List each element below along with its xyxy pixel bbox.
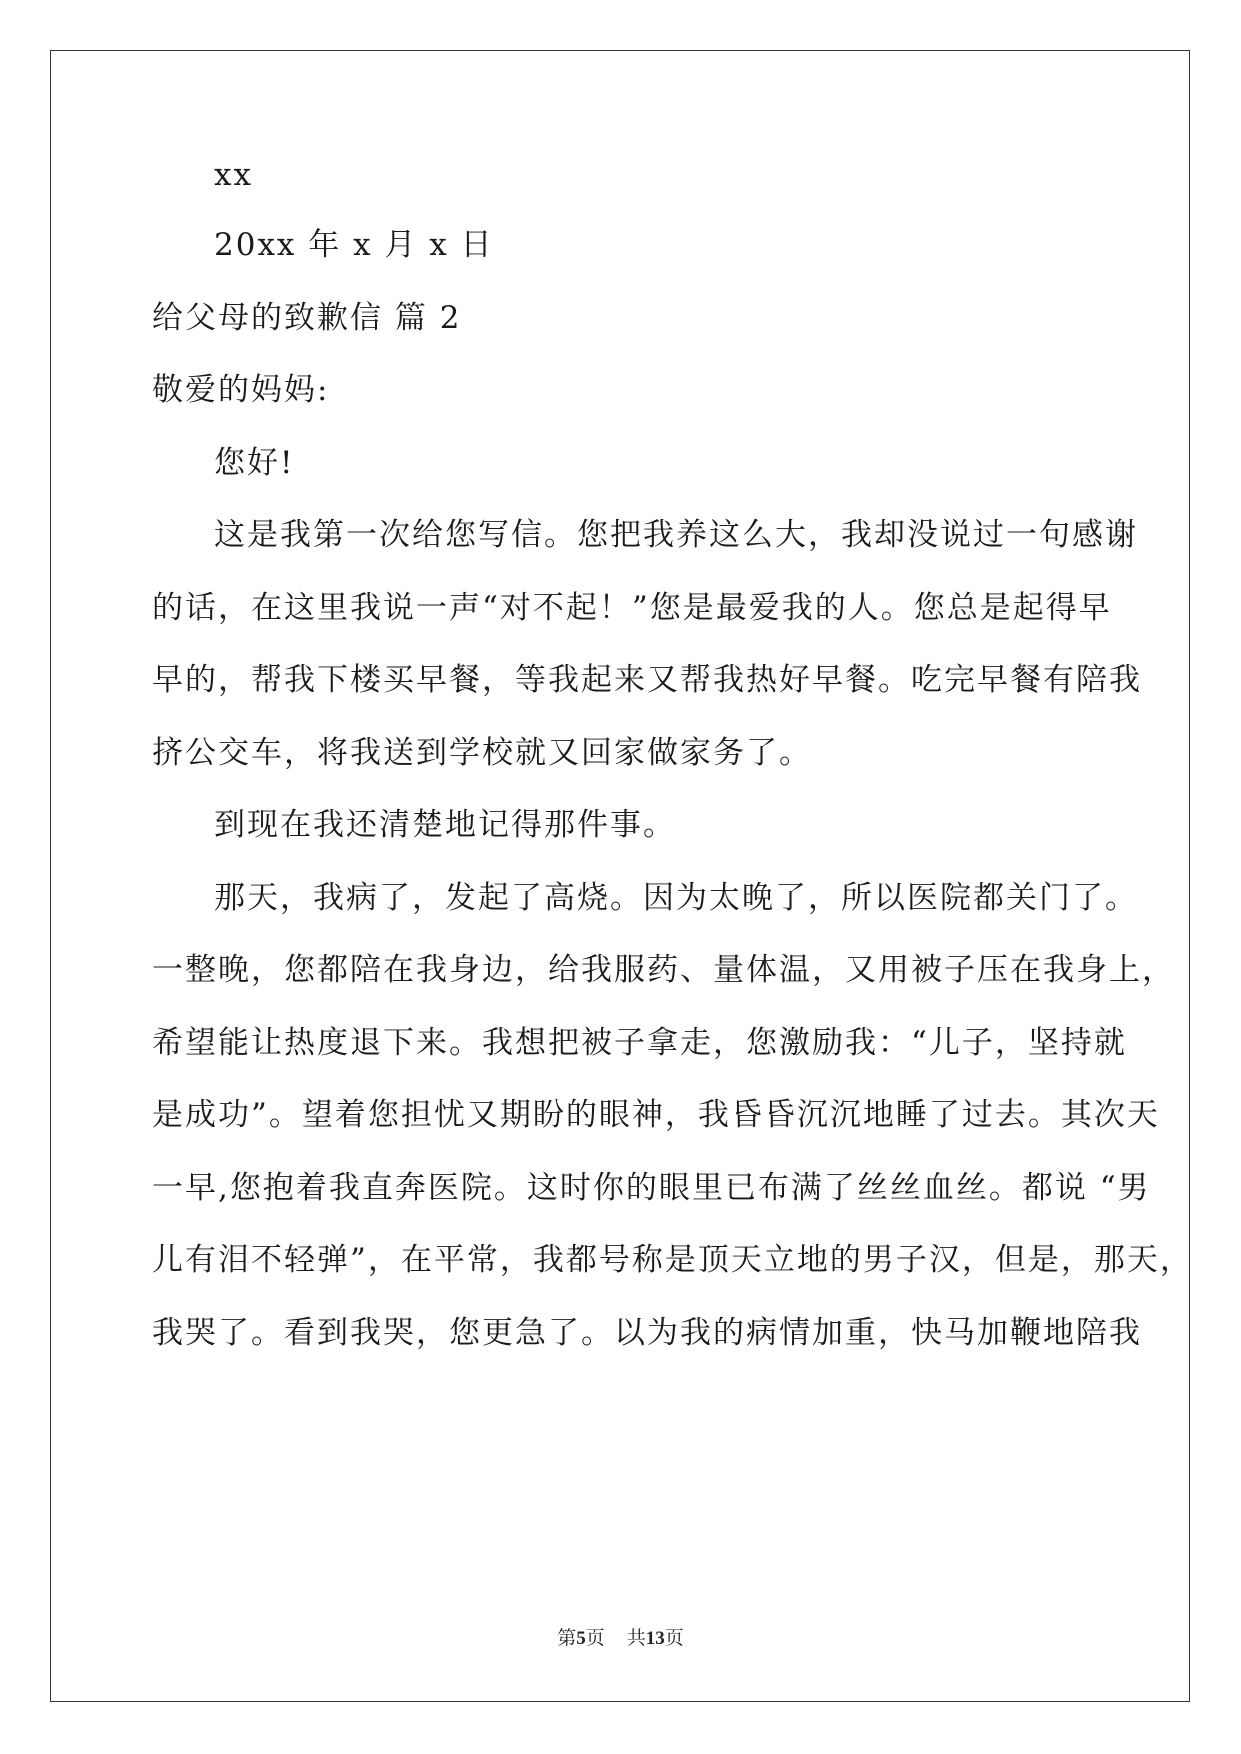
section-title: 给父母的致歉信 篇 2 — [152, 300, 462, 336]
footer-total-pages: 13 — [645, 1628, 665, 1649]
footer-total-prefix: 共 — [626, 1627, 646, 1649]
body-line: 一早,您抱着我直奔医院。这时你的眼里已布满了丝丝血丝。都说 “男 — [152, 1170, 1151, 1206]
body-line: 希望能让热度退下来。我想把被子拿走，您激励我：“儿子，坚持就 — [152, 1025, 1127, 1061]
salutation: 敬爱的妈妈: — [152, 372, 330, 408]
body-line: 早的，帮我下楼买早餐，等我起来又帮我热好早餐。吃完早餐有陪我 — [152, 662, 1142, 698]
signature-date: 20xx 年 x 月 x 日 — [214, 227, 494, 263]
body-line: 那天，我病了，发起了高烧。因为太晚了，所以医院都关门了。 — [214, 880, 1138, 916]
body-line: 这是我第一次给您写信。您把我养这么大，我却没说过一句感谢 — [214, 517, 1138, 553]
page-footer — [0, 1626, 1241, 1651]
body-line: 挤公交车，将我送到学校就又回家做家务了。 — [152, 735, 812, 771]
body-line: 一整晚，您都陪在我身边，给我服药、量体温，又用被子压在我身上， — [152, 952, 1175, 988]
footer-total-suffix: 页 — [664, 1627, 684, 1649]
footer-page-prefix: 第 — [557, 1627, 577, 1649]
body-line: 儿有泪不轻弹”，在平常，我都号称是顶天立地的男子汉，但是，那天， — [152, 1242, 1193, 1278]
body-line: 到现在我还清楚地记得那件事。 — [214, 807, 676, 843]
footer-page-number: 5 — [576, 1628, 586, 1649]
signature-name: xx — [214, 157, 253, 193]
body-line: 的话，在这里我说一声“对不起！”您是最爱我的人。您总是起得早 — [152, 590, 1112, 626]
body-line: 是成功”。望着您担忧又期盼的眼神，我昏昏沉沉地睡了过去。其次天 — [152, 1097, 1160, 1133]
body-line: 我哭了。看到我哭，您更急了。以为我的病情加重，快马加鞭地陪我 — [152, 1315, 1142, 1351]
greeting: 您好! — [214, 445, 295, 481]
footer-page-suffix: 页 — [585, 1627, 605, 1649]
